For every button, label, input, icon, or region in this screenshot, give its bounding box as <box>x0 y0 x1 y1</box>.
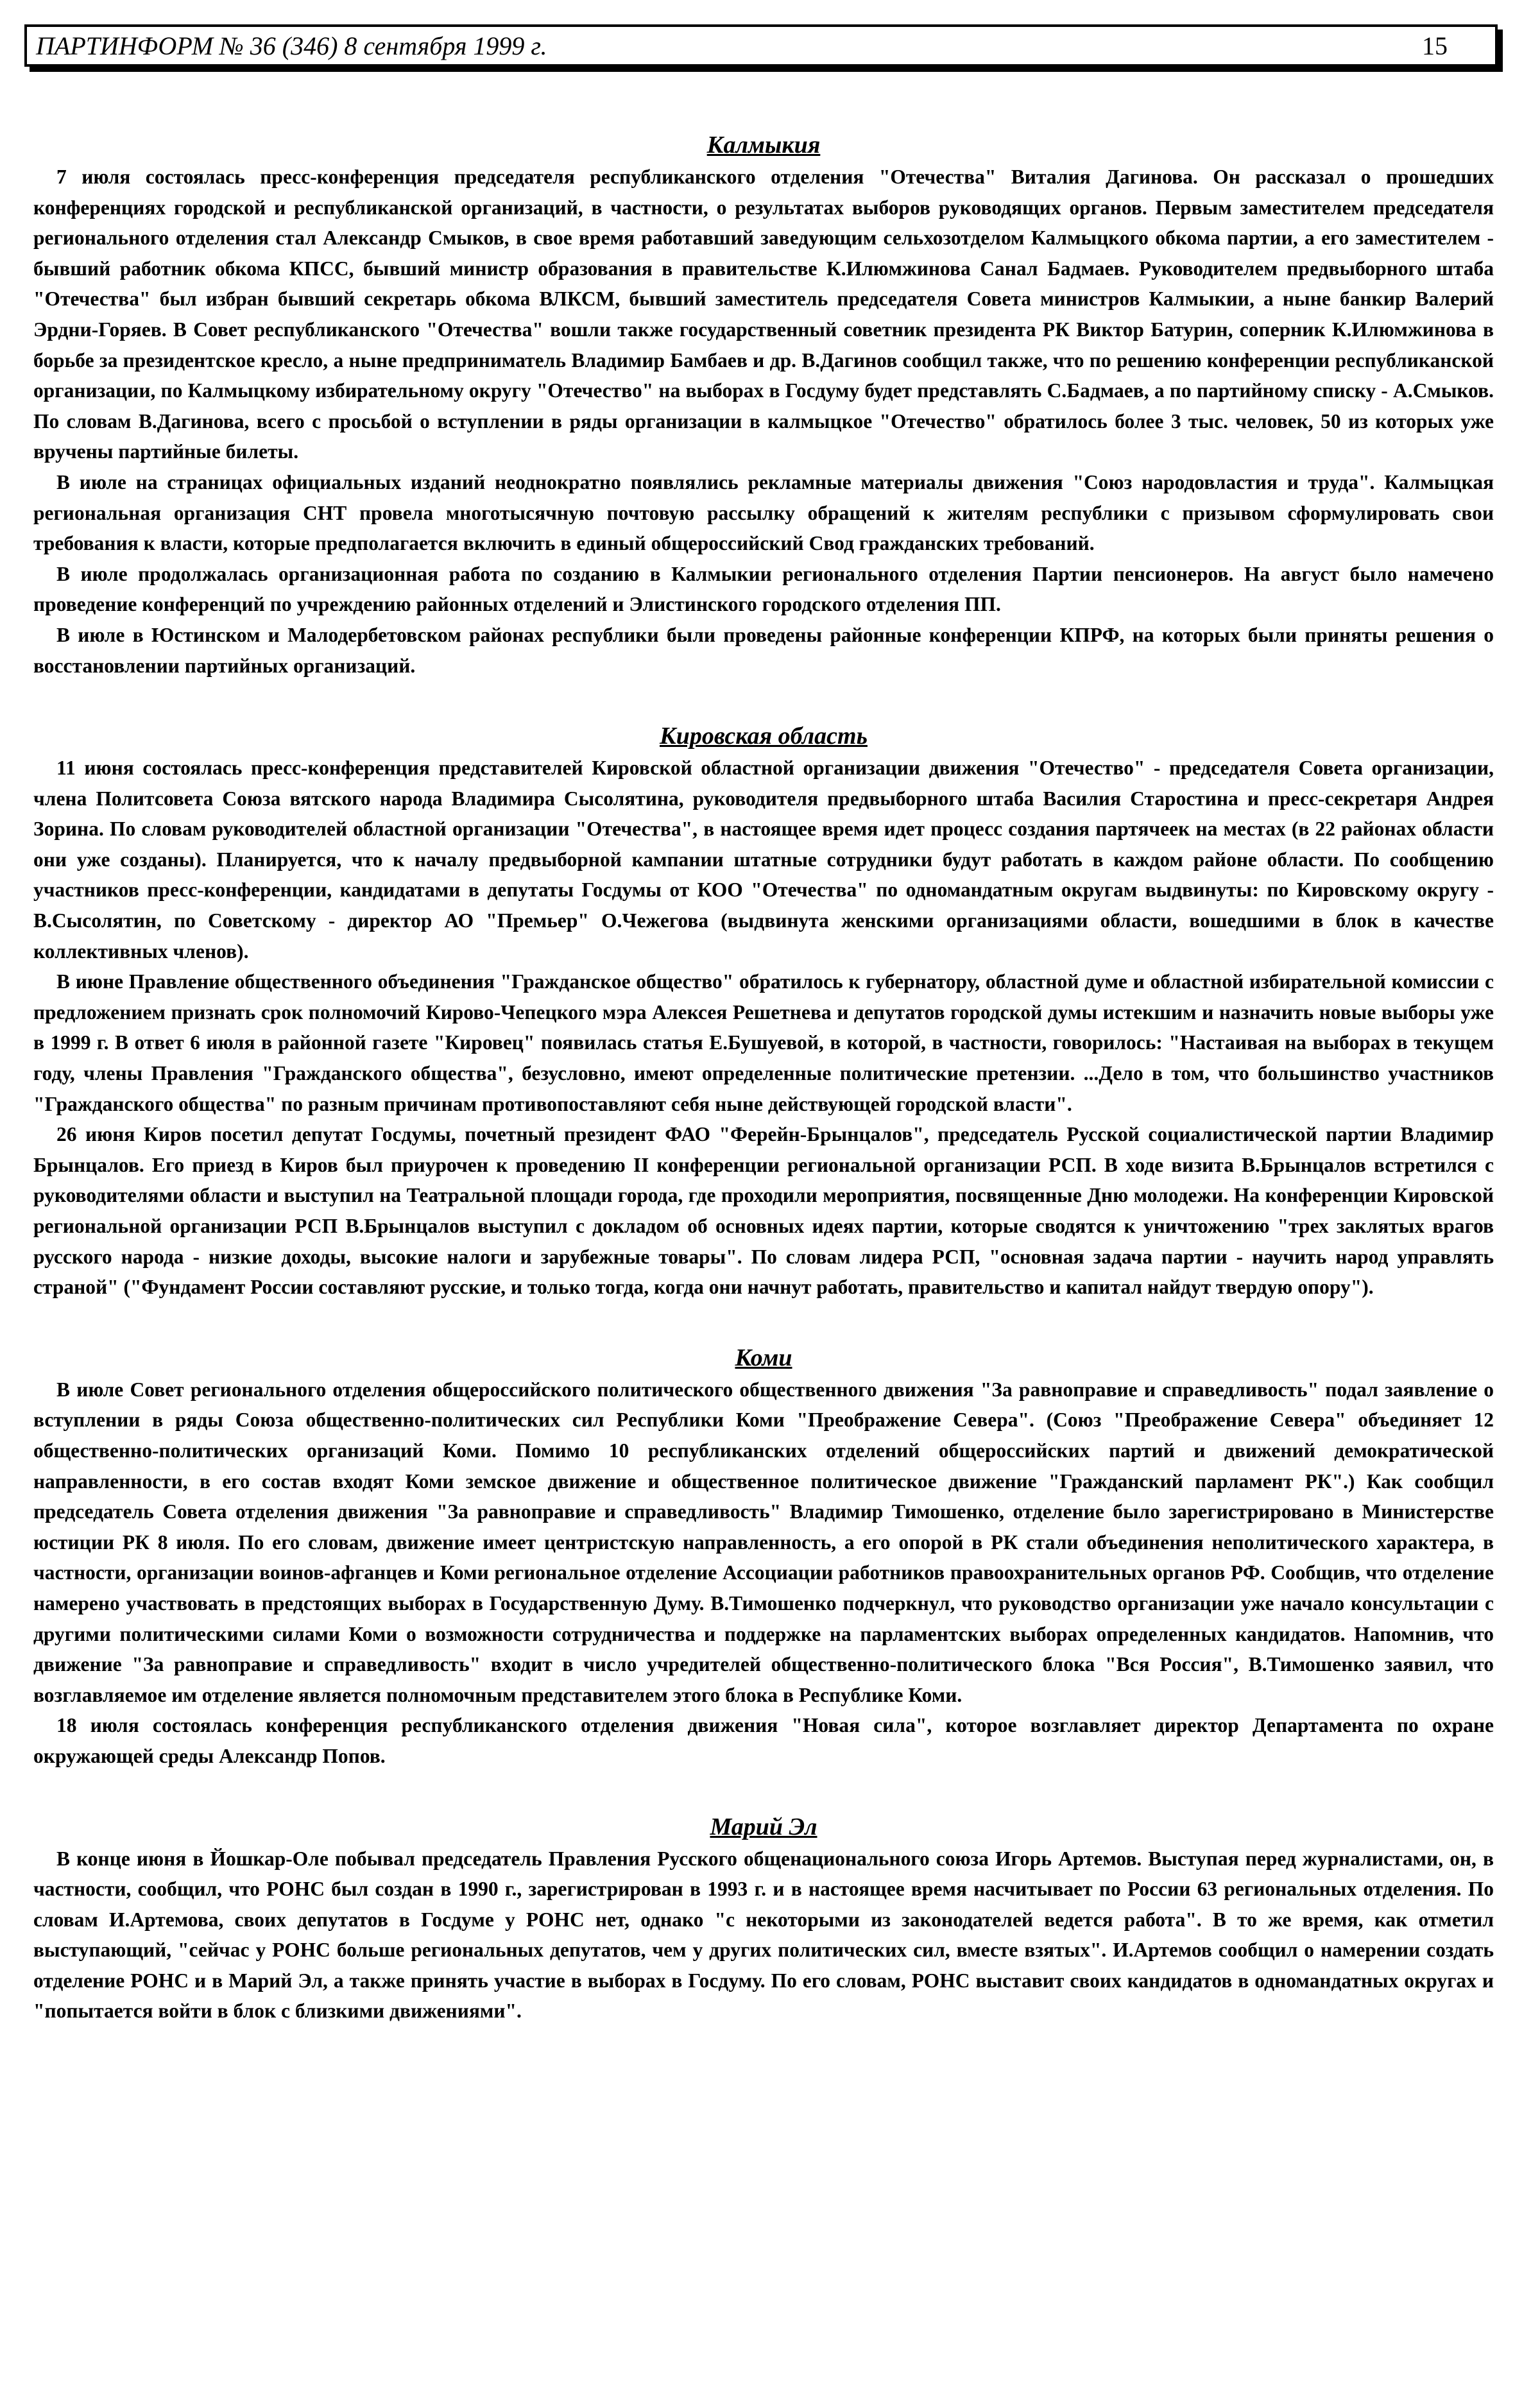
section-kalmykia <box>33 128 1494 681</box>
publication-title: ПАРТИНФОРМ № 36 (346) 8 сентября 1999 г. <box>36 31 547 60</box>
paragraph: В конце июня в Йошкар-Оле побывал председатель Правления Русского общенационального союза Игорь Артемов. Выступая перед журналистами, он, в частности, сообщил, что РОНС был создан в 1990 г., зарегистрирован в 1993 г. и в настоящее время насчитывает по России 63 региональных отделения. По словам И.Артемова, своих депутатов в Госдуме у РОНС нет, однако "с некоторыми из законодателей ведется работа". В то же время, как отметил выступающий, "сейчас у РОНС больше региональных депутатов, чем у других политических сил, вместе взятых". И.Артемов сообщил о намерении создать отделение РОНС и в Марий Эл, а также принять участие в выборах в Госдуму. По его словам, РОНС выставит своих кандидатов в одномандатных округах и "попытается войти в блок с близкими движениями". <box>33 1847 1494 2023</box>
page-header <box>24 24 1498 67</box>
paragraph: 26 июня Киров посетил депутат Госдумы, почетный президент ФАО "Ферейн-Брынцалов", председатель Русской социалистической партии Владимир Брынцалов. Его приезд в Киров был приурочен к проведению II конференции региональной организации РСП. В ходе визита В.Брынцалов встретился с руководителями области и выступил на Театральной площади города, где проходили мероприятия, посвященные Дню молодежи. На конференции Кировской региональной организации РСП В.Брынцалов выступил с докладом об основных идеях партии, которые сводятся к уничтожению "трех заклятых врагов русского народа - низкие доходы, высокие налоги и зарубежные товары". По словам лидера РСП, "основная задача партии - научить народ управлять страной" ("Фундамент России составляют русские, и только тогда, когда они начнут работать, правительство и капитал найдут твердую опору"). <box>33 1123 1494 1299</box>
section-kirov <box>33 719 1494 1303</box>
section-mari-el <box>33 1810 1494 2027</box>
paragraph: 18 июля состоялась конференция республиканского отделения движения "Новая сила", которое возглавляет директор Департамента по охране окружающей среды Александр Попов. <box>33 1714 1494 1767</box>
paragraph: 7 июля состоялась пресс-конференция председателя республиканского отделения "Отечества" Виталия Дагинова. Он рассказал о прошедших конференциях городской и республиканской организаций, в частности, о результатах выборов руководящих органов. Первым заместителем председателя регионального отделения стал Александр Смыков, в свое время работавший заведующим сельхозотделом Калмыцкого обкома партии, а его заместителем - бывший работник обкома КПСС, бывший министр образования в правительстве К.Илюмжинова Санал Бадмаев. Руководителем предвыборного штаба "Отечества" был избран бывший секретарь обкома ВЛКСМ, бывший заместитель председателя Совета министров Калмыкии, а ныне банкир Валерий Эрдни-Горяев. В Совет республиканского "Отечества" вошли также государственный советник президента РК Виктор Батурин, соперник К.Илюмжинова в борьбе за президентское кресло, а ныне предприниматель Владимир Бамбаев и др. В.Дагинов сообщил также, что по решению конференции республиканской организации, по Калмыцкому избирательному округу "Отечество" на выборах в Госдуму будет представлять С.Бадмаев, а по партийному списку - А.Смыков. По словам В.Дагинова, всего с просьбой о вступлении в ряды организации в калмыцкое "Отечество" обратилось более 3 тыс. человек, 50 из которых уже вручены партийные билеты. <box>33 166 1494 463</box>
paragraph: В июле Совет регионального отделения общероссийского политического общественного движения "За равноправие и справедливость" подал заявление о вступлении в ряды Союза общественно-политических сил Республики Коми "Преображение Севера". (Союз "Преображение Севера" объединяет 12 общественно-политических организаций Коми. Помимо 10 республиканских отделений общероссийских партий и движений демократической направленности, в его состав входят Коми земское движение и общественное политическое движение "Гражданский парламент РК".) Как сообщил председатель Совета отделения движения "За равноправие и справедливость" Владимир Тимошенко, отделение было зарегистрировано в Министерстве юстиции РК 8 июля. По его словам, движение имеет центристскую направленность, а его опорой в РК стали объединения неполитического характера, в частности, организации воинов-афганцев и Коми региональное отделение Ассоциации работников правоохранительных органов РФ. Сообщив, что отделение намерено участвовать в предстоящих выборах в Государственную Думу. В.Тимошенко подчеркнул, что руководство организации уже начало консультации с другими политическими силами Коми о возможности сотрудничества и поддержке на парламентских выборах определенных кандидатов. Напомнив, что движение "За равноправие и справедливость" входит в число учредителей общественно-политического блока "Вся Россия", В.Тимошенко заявил, что возглавляемое им отделение является полномочным представителем этого блока в Республике Коми. <box>33 1378 1494 1706</box>
section-komi <box>33 1341 1494 1772</box>
paragraph: 11 июня состоялась пресс-конференция представителей Кировской областной организации движения "Отечество" - председателя Совета организации, члена Политсовета Союза вятского народа Владимира Сысолятина, руководителя предвыборного штаба Василия Старостина и пресс-секретаря Андрея Зорина. По словам руководителей областной организации "Отечества", в настоящее время идет процесс создания партячеек на местах (в 22 районах области они уже созданы). Планируется, что к началу предвыборной кампании штатные сотрудники будут работать в каждом районе области. По сообщению участников пресс-конференции, кандидатами в депутаты Госдумы от КОО "Отечества" по одномандатным округам выдвинуты: по Кировскому округу - В.Сысолятин, по Советскому - директор АО "Премьер" О.Чежегова (выдвинута женскими организациями области, вошедшими в блок в качестве коллективных членов). <box>33 757 1494 963</box>
section-title: Кировская область <box>660 723 868 750</box>
paragraph: В июле в Юстинском и Малодербетовском районах республики были проведены районные конференции КПРФ, на которых были приняты решения о восстановлении партийных организаций. <box>33 623 1494 677</box>
page-number: 15 <box>1422 31 1448 60</box>
section-title: Марий Эл <box>710 1813 817 1840</box>
section-title: Коми <box>735 1344 792 1371</box>
paragraph: В июне Правление общественного объединения "Гражданское общество" обратилось к губернатору, областной думе и областной избирательной комиссии с предложением признать срок полномочий Кирово-Чепецкого мэра Алексея Решетнева и депутатов городской думы истекшим и назначить новые выборы уже в 1999 г. В ответ 6 июля в районной газете "Кировец" появилась статья Е.Бушуевой, в которой, в частности, говорилось: "Настаивая на выборах в текущем году, члены Правления "Гражданского общества", безусловно, имеют определенные политические претензии. ...Дело в том, что большинство участников "Гражданского общества" по разным причинам противопоставляют себя ныне действующей городской власти". <box>33 970 1494 1115</box>
paragraph: В июле на страницах официальных изданий неоднократно появлялись рекламные материалы движения "Союз народовластия и труда". Калмыцкая региональная организация СНТ провела многотысячную почтовую рассылку обращений к жителям республики с призывом сформулировать свои требования к власти, которые предполагается включить в единый общероссийский Свод гражданских требований. <box>33 470 1494 555</box>
section-title: Калмыкия <box>706 132 821 159</box>
article-body <box>33 128 1494 2065</box>
paragraph: В июле продолжалась организационная работа по созданию в Калмыкии регионального отделения Партии пенсионеров. На август было намечено проведение конференций по учреждению районных отделений и Элистинского городского отделения ПП. <box>33 562 1494 616</box>
